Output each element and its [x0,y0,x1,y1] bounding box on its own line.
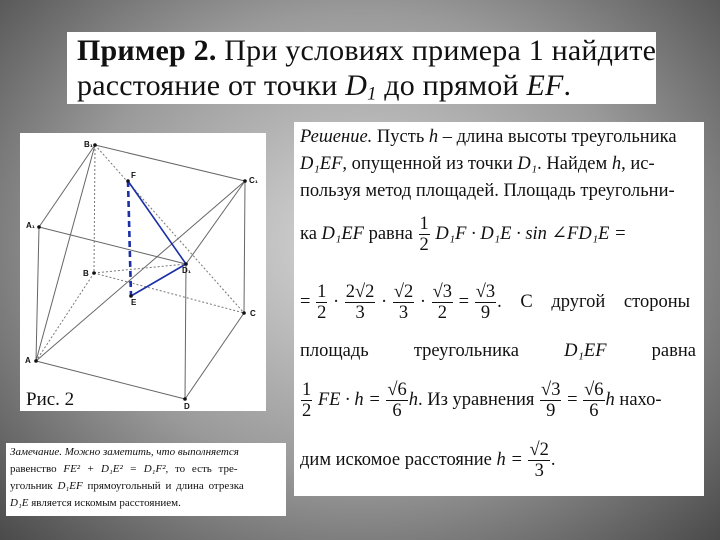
remark-line-1: Замечание. Можно заметить, что выполняется [10,446,239,458]
label-e: E [131,298,137,307]
solution-panel [294,122,704,496]
remark-line-3: угольник D₁EF прямоугольный и длина отрезка [10,480,244,492]
label-c: C [250,309,256,318]
fraction-5: $\frac{√3}{9}$ [475,282,496,323]
answer-h: h = [496,449,523,470]
fraction-sqrt6-6-b: $\frac{√6}{6}$ [584,380,604,421]
title-to-line: до прямой [384,69,519,102]
edge-d1-d [185,264,186,399]
solution-line-3: пользуя метод площадей. Площадь треугольни- [300,181,675,201]
remark-line-4: D₁E является искомым расстоянием. [10,497,181,509]
figure-panel [20,133,266,411]
cube-diagram [20,133,266,411]
line-ef: EF [526,69,564,102]
vertex-a [34,359,38,363]
label-c1: C₁ [249,176,259,185]
hidden-diagonal-b1-c [95,145,244,313]
title-line-1 [77,34,656,68]
label-b1: B₁ [84,140,94,149]
vertex-a1 [37,225,41,229]
solution-line-4: ка D₁EF равна $\frac{1}{2}$ D₁F · D₁E · sin ∠FD₁E = [300,214,627,255]
fraction-3: $\frac{√2}{3}$ [393,282,414,323]
diagonal-a-c1 [36,181,245,361]
label-d: D [184,402,190,411]
vertex-b1 [93,143,97,147]
hidden-edge-b1-b [94,145,95,273]
title-text-2: расстояние от точки [77,69,338,102]
solution-line-7: $\frac{1}{2}$ FE · h = $\frac{√6}{6}$ h. Из уравнения $\frac{√3}{9}$ = $\frac{√6}{6}$ h нахо- [302,380,662,421]
remark-equation: FE² + D₁E² = D₁F², [63,463,169,475]
solution-line-2: D₁EF, опущенной из точки D₁. Найдем h, ис- [300,154,655,174]
edge-c1-c [244,181,245,313]
fraction-4: $\frac{√3}{2}$ [432,282,453,323]
fraction-half: $\frac{1}{2}$ [302,380,312,421]
solution-line-1: Решение. Пусть h – длина высоты треугольника [300,127,677,147]
fraction-one-half: $\frac{1}{2}$ [419,214,429,255]
diagonal-a-b1 [36,145,95,361]
fraction-sqrt3-9: $\frac{√3}{9}$ [541,380,561,421]
solution-line-8: дим искомое расстояние h = $\frac{√2}{3}$ . [300,440,556,481]
answer-fraction: $\frac{√2}{3}$ [529,440,549,481]
segment-f-e [128,181,131,296]
hidden-edge-b-a [36,273,94,361]
solution-label: Решение. [300,127,373,147]
solution-line-5: = $\frac{1}{2}$ · $\frac{2√2}{3}$ · $\frac{√2}{3}$ · $\frac{√3}{2}$ = $\frac{√3}{9}$ . С другой стороны [300,282,691,323]
edge-b1-a1 [39,145,95,227]
area-expression: D₁F · D₁E · sin ∠FD₁E = [435,223,627,244]
fraction-2: $\frac{2√2}{3}$ [345,282,375,323]
title-text-1: При условиях примера 1 найдите [224,34,656,67]
label-b: B [83,269,89,278]
label-a1: A₁ [26,221,36,230]
title-line-2: расстояние от точки $D_1$ до прямой EF. [77,69,572,104]
remark-panel [6,443,286,516]
point-d1: $D_1$ [345,69,377,104]
edge-a1-a [36,227,39,361]
vertex-f [126,179,130,183]
label-f: F [131,171,136,180]
vertex-c [242,311,246,315]
vertex-c1 [243,179,247,183]
fraction-sqrt6-6: $\frac{√6}{6}$ [387,380,407,421]
fraction-1: $\frac{1}{2}$ [317,282,327,323]
edge-d1-c1 [186,181,245,264]
figure-caption: Рис. 2 [26,389,75,410]
edge-b1-c1 [95,145,245,181]
solution-line-6: площадь треугольника D₁EF равна [300,341,696,361]
hidden-edge-b-c [94,273,244,313]
label-a: A [25,356,31,365]
remark-line-2: равенство FE² + D₁E² = D₁F², то есть тре- [10,463,238,475]
title-box [67,32,656,104]
vertex-b [92,271,96,275]
example-label: Пример 2. [77,34,217,67]
label-d1: D₁ [182,266,192,275]
vertex-d [183,397,187,401]
edge-d-c [185,313,244,399]
